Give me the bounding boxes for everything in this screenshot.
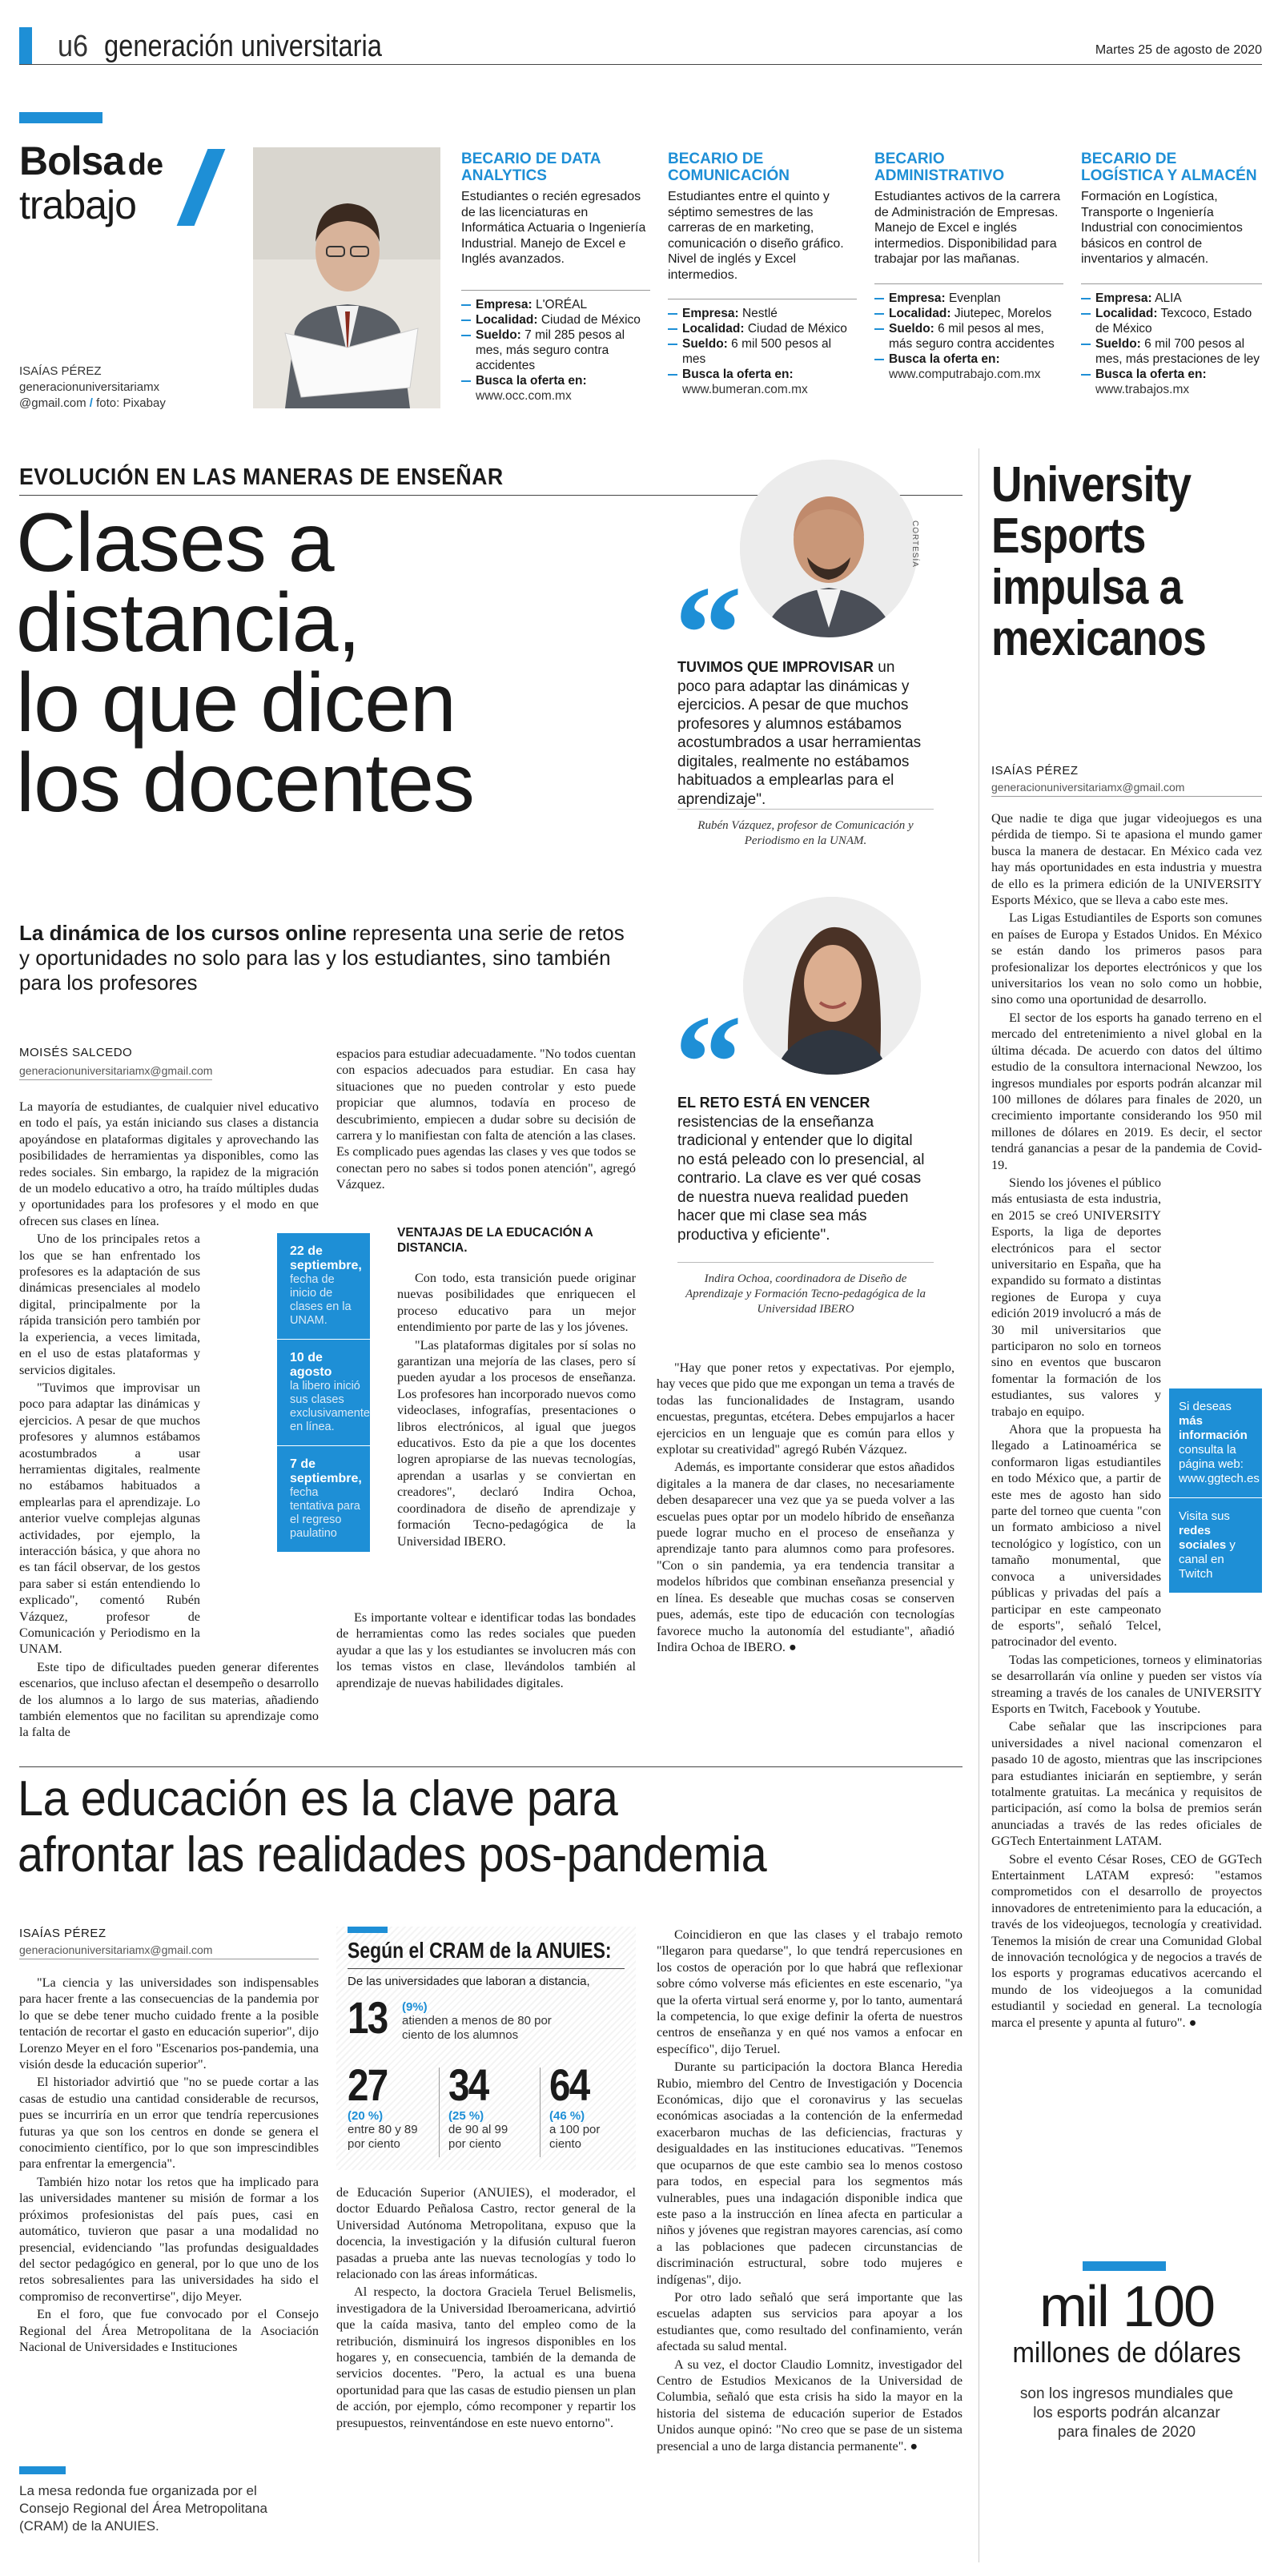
clases-deck	[19, 921, 628, 995]
page-number: u6	[58, 30, 89, 63]
cram-title: Según el CRAM de la ANUIES:	[348, 1938, 612, 1963]
paragraph: Cabe señalar que las inscripciones para universidades a nivel nacional comenzaron el pasado 10 de agosto, mientras que las inscripciones para estudiantes iniciarán en septiembre, y serán totalmente gratuitas. La mecánica y requisitos de participación, así como la bolsa de premios serán anunciadas a través de las redes oficiales de GGTech Entertainment LATAM.	[991, 1719, 1262, 1849]
bolsa-byline-handle: generacionuniversitariamx	[19, 380, 160, 394]
clases-col3	[657, 1360, 954, 1657]
job-salary: 6 mil 700 pesos al mes, más prestaciones de ley	[1095, 336, 1260, 366]
paragraph: Al respecto, la doctora Graciela Teruel Belismelis, investigadora de la Universidad Iberoamericana, advirtió que la caída masiva, tanto del empleo como de la retribución, disminuirá los ingresos disponibles en los hogares y, en consecuencia, también de la demanda de servicios docentes. "Pero, la actual es una buena oportunidad para que las casas de estudio piensen un plan de acción, por ejemplo, cómo recomponer y repartir los presupuestos, reinventándose en este nuevo entorno".	[336, 2285, 636, 2430]
job-location: Ciudad de México	[541, 312, 641, 327]
bolsa-title-de: de	[127, 148, 163, 182]
paragraph: Además, es importante considerar que estos añadidos digitales a la manera de dar clases, no necesariamente deben desaparecer una vez que ya se pueda volver a las escuelas pues optar por un modelo híbrido de enseñanza puede lograr mucho en el proceso de enseñanza y aprendizaje tanto para alumnos como para profesores. "Con o sin pandemia, ya era tendencia transitar a modelos híbridos que combinan enseñanza presencial y en línea. Es deseable que muchas cosas se conserven pues, además, este tipo de educación con tecnologías favorece mucho la autonomía del estudiante", añadió Indira Ochoa de IBERO. ●	[657, 1460, 954, 1654]
clases-byline	[19, 1046, 237, 1080]
bolsa-byline: ISAÍAS PÉREZ generacionuniversitariamx @gmail.com / foto: Pixabay	[19, 364, 166, 410]
deck-rest: representa una serie de retos y oportunidades no solo para las y los estudiantes, sino también para los profesores	[19, 921, 625, 995]
job-card: BECARIO ADMINISTRATIVO Estudiantes activos de la carrera de Administración de Empresas. Manejo de Excel e inglés intermedios. Disponibilidad para trabajar por las mañanas. Empresa: Evenplan Localidad: Jiutepec, Morelos Sueldo: 6 mil pesos al mes, más seguro contra accidentes Busca la oferta en: www.computrabajo.com.mx	[874, 151, 1063, 382]
quote-indira: EL RETO ESTÁ EN VENCER resistencias de la enseñanza tradicional y entender que lo digital no está peleado con lo presencial, al contrario. La clave es ver qué cosas de nuestra nueva realidad pueden hacer que mi clase sea más productiva y eficiente".	[677, 1095, 925, 1244]
headline-line: afrontar las realidades pos-pandemia	[18, 1827, 767, 1883]
headline-line: Esports	[991, 508, 1146, 564]
paragraph: El sector de los esports ha ganado terreno en el mercado del entretenimiento a nivel global en la última década. De acuerdo con datos del último estudio de la consultora internacional Newzoo, los ingresos mundiales por esports podrán alcanzar mil 100 millones de dólares para finales de 2020, un crecimiento importante considerando los 950 mil millones de dólares en 2019. Es decir, el sector tendrá ganancias a pesar de la pandemia de Covid-19.	[991, 1010, 1262, 1172]
esports-byline	[991, 764, 1262, 797]
stat-text: atienden a menos de 80 por ciento de los alumnos	[402, 2014, 552, 2042]
bignum-value: mil 100	[1039, 2275, 1215, 2339]
stat-item: 34 (25 %) de 90 al 99 por ciento	[448, 2063, 537, 2152]
paragraph: Con todo, esta transición puede originar nuevas posibilidades que enriquecen el proceso educativo para un mejor entendimiento por parte de las y los jóvenes.	[397, 1271, 636, 1335]
headline-line: impulsa a	[991, 560, 1183, 615]
stat-text: a 100 por ciento	[549, 2123, 601, 2151]
paragraph: Es importante voltear e identificar todas las bondades de herramientas como las redes sociales que pueden ayudar a que las y los estudiantes se involucren más con los temas vistos en clase, llevándolos también al aprendizaje de nuevas habilidades digitales.	[336, 1610, 636, 1690]
educacion-col1	[19, 1975, 319, 2357]
bolsa-title-trabajo: trabajo	[19, 183, 136, 227]
byline-name: MOISÉS SALCEDO	[19, 1046, 133, 1059]
job-company: Evenplan	[948, 291, 1001, 305]
stat-item: 27 (20 %) entre 80 y 89 por ciento	[348, 2063, 436, 2152]
job-company: ALIA	[1155, 291, 1182, 305]
byline-email: generacionuniversitariamx@gmail.com	[19, 1943, 319, 1959]
date-item: 10 de agosto la libero inició sus clases exclusivamente en línea.	[277, 1340, 370, 1446]
job-location: Jiutepec, Morelos	[954, 306, 1052, 320]
portrait-ruben	[740, 460, 918, 637]
paragraph: La mayoría de estudiantes, de cualquier nivel educativo en todo el país, ya están iniciando sus clases a distancia apoyándose en plataformas digitales y aprovechando las posibilidades de herramientas ya disponibles, como las redes sociales. Sin embargo, la rapidez de la migración de un modelo educativo a otro, ha traído múltiples dudas y oportunidades para los profesores y el modo en que ofrecen sus clases en línea.	[19, 1099, 319, 1228]
dates-box	[277, 1233, 370, 1552]
clases-col2b	[397, 1225, 636, 1551]
paragraph: Por otro lado señaló que será importante que las escuelas adapten sus servicios para apoyar a los estudiantes que, como resultado del confinamiento, verán afectada su salud mental.	[657, 2289, 963, 2354]
educacion-byline	[19, 1927, 319, 1959]
job-location: Ciudad de México	[747, 322, 847, 336]
header-rule	[19, 64, 1262, 65]
cram-bar	[348, 1927, 388, 1933]
job-description: Estudiantes activos de la carrera de Administración de Empresas. Manejo de Excel e inglés intermedios. Disponibilidad para trabajar por las mañanas.	[874, 190, 1061, 266]
paragraph: Que nadie te diga que jugar videojuegos es una pérdida de tiempo. Si te apasiona el mundo gamer busca la manera de destacar. En México cada vez hay más oportunidades en esta industria y muestra de ello es la primera edición de la UNIVERSITY Esports México, que se lleva a cabo este mes.	[991, 811, 1262, 908]
quote-ruben-rule	[677, 809, 934, 810]
headline-line: University	[991, 457, 1192, 512]
bolsa-byline-mail: @gmail.com	[19, 396, 86, 410]
bolsa-title-word: Bolsa	[19, 139, 125, 183]
job-card: BECARIO DE DATA ANALYTICS Estudiantes o recién egresados de las licenciaturas en Informática Actuaria o Ingeniería Industrial. Manejo de Excel e Inglés avanzados. Empresa: L'ORÉAL Localidad: Ciudad de México Sueldo: 7 mil 285 pesos al mes, más seguro contra accidentes Busca la oferta en: www.occ.com.mx	[461, 151, 650, 404]
stat-item: 64 (46 %) a 100 por ciento	[549, 2063, 629, 2152]
paragraph: Siendo los jóvenes el público más entusiasta de esta industria, en 2015 se creó UNIVERSITY Esports, la liga de deportes electrónicos para el sector universitario en España, que ha expandido su formato a distintas regiones de Europa y cuya edición 2019 involucró a más de 30 mil universitarios que participaron no solo en torneos sino en eventos que buscaron fomentar la formación de los estudiantes, sus valores y trabajo en equipo.	[991, 1175, 1161, 1419]
paragraph: Durante su participación la doctora Blanca Heredia Rubio, miembro del Centro de Investigación y Docencia Económicas, dijo que el coronavirus y las secuelas económicas asociadas a la contención de la enfermedad exacerbaron muchas de las deficiencias, fracturas y desigualdades en las instituciones educativas. "Tenemos que ocuparnos de que este cambio sea lo menos costoso para todos, en especial para los segmentos más vulnerables, pues una indagación disponible indica que este paso a la instrucción en línea afecta en particular a niños y jóvenes que registran mayores carencias, así como a las poblaciones que padecen circunstancias de discriminación estructural, sobre todo mujeres e indígenas", dijo.	[657, 2060, 963, 2287]
paragraph: Coincidieron en que las clases y el trabajo remoto "llegaron para quedarse", lo que tendrá repercusiones en los costos de operación por lo que habrá que reflexionar sobre cómo volverse más eficientes en este escenario, "ya que la oferta virtual será enorme y, por lo tanto, aumentará la competencia, lo que exige definir la oferta de nuestros centros de enseñanza y en qué nos vamos a enfocar en específico", dijo Teruel.	[657, 1927, 963, 2056]
paragraph: espacios para estudiar adecuadamente. "No todos cuentan con espacios adecuados para estudiar. En casa hay situaciones que no pueden controlar y esto puede propiciar que alumnos, todavía en proceso de descubrimiento, empiecen a dudar sobre su decisión de carrera y lo manifiestan con falta de atención a las clases. Es complicado pues agendas las clases y ves que todos se conectan pero no sabes si todos ponen atención", agregó Vázquez.	[336, 1047, 636, 1192]
job-title: BECARIO ADMINISTRATIVO	[874, 151, 1005, 184]
bignum-bar	[1083, 2261, 1166, 2271]
bignum-caption: son los ingresos mundiales que los esports podrán alcanzar para finales de 2020	[1019, 2385, 1234, 2441]
job-card: BECARIO DE LOGÍSTICA Y ALMACÉN Formación en Logística, Transporte o Ingeniería Industrial con conocimientos básicos en control de inventarios y almacén. Empresa: ALIA Localidad: Texcoco, Estado de México Sueldo: 6 mil 700 pesos al mes, más prestaciones de ley Busca la oferta en: www.trabajos.mx	[1081, 151, 1262, 397]
paragraph: Ahora que la propuesta ha llegado a Latinoamérica se conformaron ligas estudiantiles en todo México que, a partir de este mes de agosto han sido parte del torneo que cuenta "con un formato ambicioso a nivel tecnológico y logístico, con un tamaño monumental, que convoca a universidades públicas y privadas del país a participar en este campeonato de esports", señaló Telcel, patrocinador del evento.	[991, 1422, 1161, 1650]
note-bar	[19, 2466, 66, 2474]
job-company: Nestlé	[741, 307, 778, 320]
clases-kicker: EVOLUCIÓN EN LAS MANERAS DE ENSEÑAR	[19, 464, 504, 490]
stat-percent: (20 %)	[348, 2109, 384, 2123]
headline-line: La educación es la clave para	[18, 1771, 618, 1827]
stat-divider	[439, 2068, 440, 2157]
stat-percent: (9%)	[402, 2000, 428, 2014]
subhead: VENTAJAS DE LA EDUCACIÓN A DISTANCIA.	[397, 1226, 593, 1255]
info-social[interactable]: Visita sus redes sociales y canal en Twitch	[1179, 1509, 1236, 1581]
stat-divider	[540, 2068, 541, 2157]
stat-main	[402, 2000, 554, 2043]
headline-line: Clases a	[16, 496, 334, 589]
job-card: BECARIO DE COMUNICACIÓN Estudiantes entre el quinto y séptimo semestres de las carreras de en marketing, comunicación o diseño gráfico. Nivel de inglés y Excel intermedios. Empresa: Nestlé Localidad: Ciudad de México Sueldo: 6 mil 500 pesos al mes Busca la oferta en: www.bumeran.com.mx	[668, 151, 857, 397]
educacion-headline	[18, 1771, 963, 1883]
job-description: Estudiantes entre el quinto y séptimo semestres de las carreras de en marketing, comunicación o diseño gráfico. Nivel de inglés y Excel intermedios.	[668, 190, 844, 282]
paragraph: Todas las competiciones, torneos y eliminatorias se desarrollarán vía online y pueden ser vistos vía streaming a través de los canales de UNIVERSITY Esports en Twitch, Facebook y Youtube.	[991, 1652, 1262, 1716]
paragraph: En el foro, que fue convocado por el Consejo Regional del Área Metropolitana de la Asociación Nacional de Universidades e Instituciones	[19, 2307, 319, 2354]
headline-line: mexicanos	[991, 611, 1206, 666]
section-marker	[19, 27, 32, 64]
deck-bold: La dinámica de los cursos online	[19, 921, 347, 945]
clases-col1	[19, 1099, 319, 1742]
byline-name: ISAÍAS PÉREZ	[19, 1927, 106, 1940]
cram-box	[336, 1927, 636, 2170]
paragraph: El historiador advirtió que "no se puede cortar a las casas de estudio una cantidad considerable de recursos, pues se incurriría en un error que tendría repercusiones futuras ya que son los centros en donde se genera el conocimiento científico, por lo que son imprescindibles para enfrentar la emergencia".	[19, 2075, 319, 2172]
cram-rule	[348, 1968, 625, 1969]
stat-percent: (25 %)	[448, 2109, 484, 2123]
section-rule	[19, 1766, 963, 1767]
quote-ruben: TUVIMOS QUE IMPROVISAR un poco para adaptar las dinámicas y ejercicios. A pesar de que muchos profesores y alumnos estábamos acostumbrados a usar herramientas digitales, realmente no estábamos habituados a emplearlas para el aprendizaje".	[677, 659, 922, 808]
photo-credit: CORTESÍA	[910, 520, 919, 568]
paragraph: Las Ligas Estudiantiles de Esports son comunes en países de Europa y Estados Unidos. En México se están dando los primeros pasos para profesionalizar los deportes electrónicos y que los universitarios los vean no solo como un hobbie, sino como una oportunidad de desarrollo.	[991, 910, 1262, 1007]
paragraph: También hizo notar los retos que ha implicado para las universidades mantener su misión de formar a los próximos profesionistas del país pues, casi en automático, tuvieron que pasar a una modalidad no presencial, evidenciando "las profundas desigualdades del sector pedagógico en general, por lo que uno de los retos sobresalientes para las universidades ha sido el compromiso de reconvertirse", dijo Meyer.	[19, 2174, 319, 2304]
job-link[interactable]: www.occ.com.mx	[476, 388, 572, 403]
section-title: generación universitaria	[104, 30, 382, 63]
clases-col2c	[336, 1609, 636, 1693]
job-location: Texcoco, Estado de México	[1095, 306, 1252, 336]
educacion-note: La mesa redonda fue organizada por el Consejo Regional del Área Metropolitana (CRAM) de la ANUIES.	[19, 2483, 267, 2534]
job-link[interactable]: www.computrabajo.com.mx	[889, 367, 1041, 381]
paragraph: A su vez, el doctor Claudio Lomnitz, investigador del Centro de Estudios Mexicanos de la Universidad de Columbia, señaló que esta crisis ha sido la mayor en la historia del sistema de educación superior de Estados Unidos aunque opinó: "No creo que se pase de un sistema presencial a uno de larga distancia permanente". ●	[657, 2357, 963, 2453]
job-salary: 7 mil 285 pesos al mes, más seguro contra accidentes	[476, 328, 625, 372]
portrait-indira	[743, 897, 921, 1075]
cram-subtitle: De las universidades que laboran a distancia,	[348, 1975, 590, 1988]
job-link[interactable]: www.bumeran.com.mx	[682, 383, 808, 396]
headline-line: distancia,	[16, 577, 360, 669]
job-title: BECARIO DE COMUNICACIÓN	[668, 151, 790, 184]
bolsa-byline-foto: foto: Pixabay	[96, 396, 166, 410]
job-description: Estudiantes o recién egresados de las licenciaturas en Informática Actuaria o Ingeniería Industrial. Manejo de Excel e Inglés avanzados.	[461, 190, 646, 266]
date-item: 22 de septiembre, fecha de inicio de clases en la UNAM.	[277, 1233, 370, 1340]
job-description: Formación en Logística, Transporte o Ingeniería Industrial con conocimientos básicos en control de inventarios y almacén.	[1081, 190, 1243, 266]
educacion-col3	[657, 1927, 963, 2456]
clases-col2	[336, 1046, 636, 1195]
byline-email: generacionuniversitariamx@gmail.com	[991, 781, 1262, 797]
quote-ruben-credit: Rubén Vázquez, profesor de Comunicación y Periodismo en la UNAM.	[697, 819, 914, 847]
paragraph: de Educación Superior (ANUIES), el moderador, el doctor Eduardo Peñalosa Castro, rector general de la Universidad Autónoma Metropolitana, expuso que la docencia, la investigación y la difusión cultural fueron pasadas a prueba ante las nuevas tecnologías y todo lo relacionado con las áreas informáticas.	[336, 2185, 636, 2282]
stat-percent: (46 %)	[549, 2109, 585, 2123]
paragraph: "Hay que poner retos y expectativas. Por ejemplo, hay veces que pido que me expongan un tema a través de todas las funcionalidades de Instagram, usando encuestas, preguntas, etcétera. Debes empujarlos a hacer ejercicios en un lenguaje que es común para ellos y explotar su creatividad" agregó Rubén Vázquez.	[657, 1360, 954, 1457]
esports-info-box	[1169, 1388, 1262, 1593]
quote-mark-icon	[674, 581, 742, 653]
esports-headline	[991, 457, 1262, 666]
info-web[interactable]: Si deseas más información consulta la página web: www.ggtech.es	[1169, 1388, 1262, 1498]
date-item: 7 de septiembre, fecha tentativa para el regreso paulatino	[290, 1457, 362, 1540]
job-title: BECARIO DE DATA ANALYTICS	[461, 151, 601, 184]
byline-email: generacionuniversitariamx@gmail.com	[19, 1064, 212, 1080]
job-company: L'ORÉAL	[535, 297, 588, 311]
bolsa-byline-name: ISAÍAS PÉREZ	[19, 364, 102, 378]
section-header	[19, 27, 1262, 66]
job-salary: 6 mil 500 pesos al mes	[682, 337, 832, 366]
job-title: BECARIO DE LOGÍSTICA Y ALMACÉN	[1081, 151, 1257, 184]
job-salary: 6 mil pesos al mes, más seguro contra accidentes	[889, 321, 1055, 351]
bolsa-top-bar	[19, 112, 102, 123]
quote-indira-rule	[677, 1262, 934, 1263]
job-link[interactable]: www.trabajos.mx	[1095, 382, 1190, 396]
paragraph: Este tipo de dificultades pueden generar diferentes escenarios, que incluso afectan el desempeño o desarrollo de los alumnos a lo largo de sus materias, añadiendo también elementos que no facilitan su aprendizaje como la falta de	[19, 1659, 319, 1740]
paragraph: "Tuvimos que improvisar un poco para adaptar las dinámicas y ejercicios. A pesar de que muchos profesores y alumnos estábamos acostumbrados a usar herramientas digitales, realmente no estábamos habituados a emplearlas para el aprendizaje. Lo anterior vuelve complejas algunas actividades, por ejemplo, la interacción básica, y que ahora no es tan fácil observar, de los gestos para saber si están entendiendo lo explicado", comentó Rubén Vázquez, profesor de Comunicación y Periodismo en la UNAM.	[19, 1380, 200, 1657]
bolsa-photo	[253, 147, 440, 408]
clases-headline	[16, 496, 649, 830]
headline-line: lo que dicen	[16, 657, 456, 749]
quote-mark-icon	[674, 1011, 742, 1083]
stat-text: entre 80 y 89 por ciento	[348, 2123, 418, 2151]
bignum-unit: millones de dólares	[1012, 2336, 1241, 2369]
educacion-col2	[336, 2184, 636, 2433]
headline-line: los docentes	[16, 737, 474, 830]
paragraph: "La ciencia y las universidades son indispensables para hacer frente a las consecuencias de la pandemia por lo que se debe tener mucho cuidado frente a la posible tentación de recortar el gasto en educación superior", dijo Lorenzo Meyer en el foro "Escenarios pos-pandemia, una visión desde la educación superior".	[19, 1975, 319, 2072]
paragraph: Uno de los principales retos a los que se han enfrentado los profesores es la adaptación de sus dinámicas presenciales al modelo digital, principalmente por la rápida transición pero también por la experiencia, a veces limitada, en el uso de estas plataformas y servicios digitales.	[19, 1232, 200, 1377]
byline-name: ISAÍAS PÉREZ	[991, 764, 1079, 778]
stat-text: de 90 al 99 por ciento	[448, 2123, 508, 2151]
issue-date: Martes 25 de agosto de 2020	[1095, 43, 1262, 57]
paragraph: Sobre el evento César Roses, CEO de GGTech Entertainment LATAM expresó: "estamos comprometidos con el desarrollo de proyectos innovadores de entretenimiento para la educación, a través de los videojuegos, tecnología y creatividad. Tenemos la misión de crear una Comunidad Global de innovación tecnológica y de negocios a través de los esports y programas educativos acercando el mundo de los videojuegos a la comunidad estudiantil y sociedad en general. La tecnología marca el presente y apunta al futuro". ●	[991, 1851, 1262, 2030]
quote-indira-credit: Indira Ochoa, coordinadora de Diseño de Aprendizaje y Formación Tecno-pedagógica de la Universidad IBERO	[685, 1272, 926, 1316]
stat-number: 13	[348, 1992, 388, 2043]
paragraph: "Las plataformas digitales por sí solas no garantizan una mejoría de las clases, pero sí pueden ayudar a los procesos de enseñanza. Los profesores han incorporado nuevos como videoclases, infografías, presentaciones o libros electrónicos, al igual que juegos educativos. Esto da pie a que los docentes logren apropiarse de las nuevas tecnologías, aprendan a usarlas y se conviertan en creadores", declaró Indira Ochoa, coordinadora de diseño de aprendizaje y formación Tecno-pedagógica de la Universidad IBERO.	[397, 1337, 636, 1549]
